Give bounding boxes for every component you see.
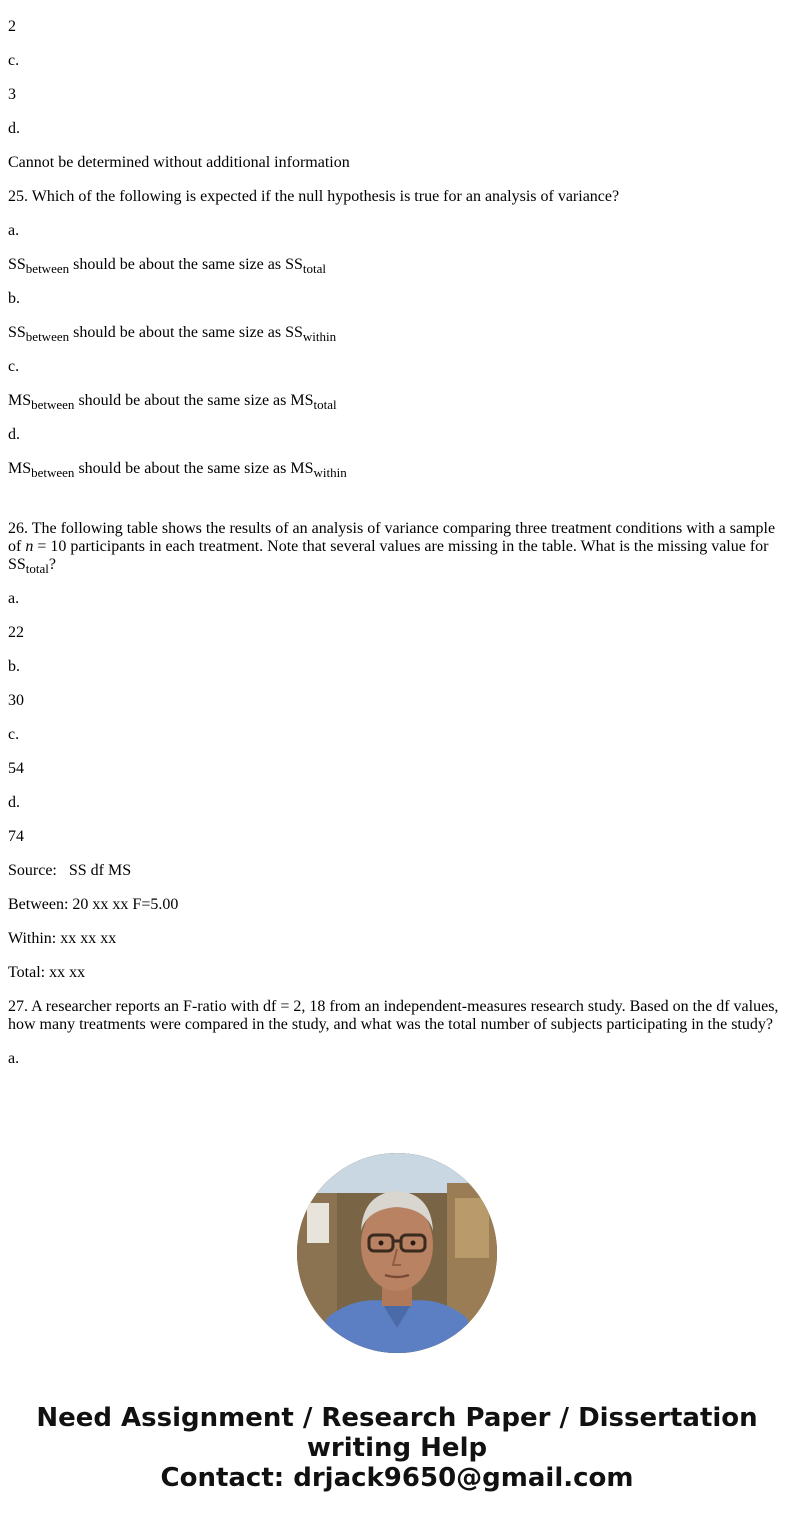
q25-option-d-label: d. xyxy=(8,426,20,443)
q26-option-a-label: a. xyxy=(8,590,20,607)
q27-question: 27. A researcher reports an F-ratio with df = 2, 18 from an independent-measures research study. Based on the df values, how many treatments were compared in the study, and what was the total number of subjects participating in the study? xyxy=(8,998,779,1033)
cta-line-1: Need Assignment / Research Paper / Dissertation xyxy=(36,1403,758,1433)
q26-option-c-label: c. xyxy=(8,726,20,743)
q25-option-a-text: $SS_{between}$ should be about the same size as $SS_{total}$ xyxy=(8,256,326,276)
q25-option-b-text: $SS_{between}$ should be about the same size as $SS_{within}$ xyxy=(8,324,337,344)
q26-option-c-text: 54 xyxy=(8,760,24,777)
q24-option-c-label: c. xyxy=(8,52,20,69)
q25-option-d-text: $MS_{between}$ should be about the same size as $MS_{within}$ xyxy=(8,460,347,480)
q25-option-a-label: a. xyxy=(8,222,20,239)
q27-option-a-label: a. xyxy=(8,1050,20,1067)
q26-table-header: Source: SS df MS xyxy=(8,862,132,879)
document-body xyxy=(8,0,786,1084)
q25-option-c-text: $MS_{between}$ should be about the same size as $MS_{total}$ xyxy=(8,392,337,412)
q26-question: 26. The following table shows the results of an analysis of variance comparing three treatment conditions with a sample of n = 10 participants in each treatment. Note that several values are missing in the table. What is the missing value for $SS_{total}$? xyxy=(8,520,776,576)
q26-option-a-text: 22 xyxy=(8,624,24,641)
q26-option-d-label: d. xyxy=(8,794,20,811)
q25-option-b-label: b. xyxy=(8,290,20,307)
q24-option-c-text: 3 xyxy=(8,86,16,103)
q25-option-c-label: c. xyxy=(8,358,20,375)
cta-contact-email[interactable]: Contact: drjack9650@gmail.com xyxy=(160,1463,634,1493)
author-avatar xyxy=(297,1153,497,1353)
q25-question: 25. Which of the following is expected if the null hypothesis is true for an analysis of variance? xyxy=(8,188,620,205)
q24-option-b-label xyxy=(8,0,786,2)
q26-table-row-total: Total: xx xx xyxy=(8,964,86,981)
author-portrait-image xyxy=(297,1153,497,1353)
q26-option-b-text: 30 xyxy=(8,692,24,709)
q26-option-b-label: b. xyxy=(8,658,20,675)
q24-option-d-label: d. xyxy=(8,120,20,137)
q26-option-d-text: 74 xyxy=(8,828,24,845)
cta-line-2: writing Help xyxy=(306,1433,488,1463)
q26-table-row-between: Between: 20 xx xx F=5.00 xyxy=(8,896,179,913)
q24-option-d-text: Cannot be determined without additional information xyxy=(8,154,350,171)
contact-banner xyxy=(0,1403,794,1493)
q24-option-b-text: 2 xyxy=(8,18,16,35)
q26-table-row-within: Within: xx xx xx xyxy=(8,930,117,947)
